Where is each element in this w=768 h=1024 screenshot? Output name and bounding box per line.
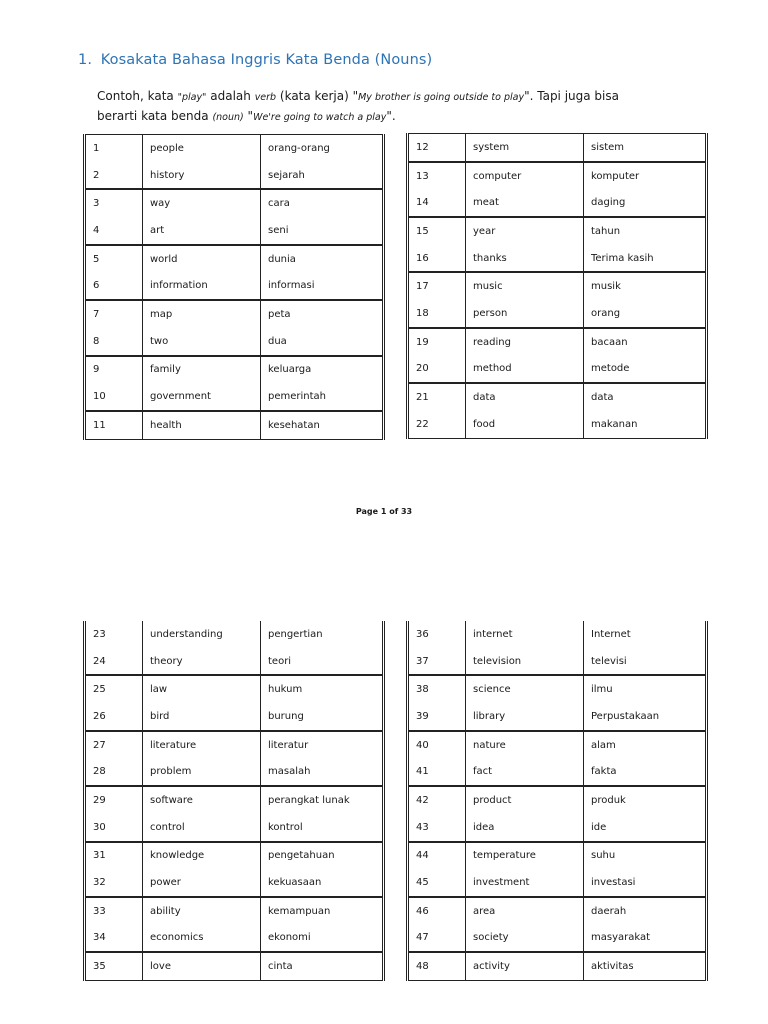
english-word: government [143,383,261,412]
table-row [409,384,705,411]
indonesian-translation: Terima kasih [584,245,705,274]
row-number: 26 [86,703,143,732]
indonesian-translation: alam [591,739,616,751]
table-row [86,814,382,843]
intro-text: (kata kerja) " [276,89,359,103]
table-row [409,621,705,648]
english-word: health [143,412,261,440]
table-row [409,676,705,703]
row-number: 1 [86,134,143,162]
table-row [409,758,705,787]
table-row [86,217,382,246]
table-row [86,328,382,357]
indonesian-translation: cinta [261,953,382,981]
intro-word-verb: verb [254,92,277,103]
table-row [409,245,705,274]
intro-text: adalah [206,89,255,103]
intro-text: Contoh, kata [97,89,178,103]
intro-example-2: We're going to watch a play [253,112,387,123]
indonesian-translation: produk [591,794,626,806]
table-row [409,189,705,218]
indonesian-translation: seni [261,217,382,246]
table-row [86,869,382,898]
row-number: 32 [86,869,143,898]
indonesian-translation: kontrol [261,814,382,843]
row-number: 42 [409,787,466,814]
indonesian-translation: investasi [584,869,705,898]
indonesian-translation: informasi [261,272,382,301]
english-word: power [143,869,261,898]
indonesian-translation: masyarakat [584,925,705,954]
english-word: idea [466,814,584,843]
english-word: control [143,814,261,843]
row-number: 39 [409,703,466,732]
indonesian-translation: kekuasaan [261,869,382,898]
indonesian-translation: kesehatan [261,412,382,440]
indonesian-translation: ide [584,814,705,843]
english-word: art [143,217,261,246]
indonesian-translation: data [591,392,614,404]
table-row [86,134,382,162]
english-word: area [466,898,584,925]
table-row [409,953,705,981]
english-word: temperature [466,843,584,870]
english-word: economics [143,925,261,954]
indonesian-translation: musik [591,281,621,293]
indonesian-translation: ekonomi [261,925,382,954]
indonesian-translation: aktivitas [584,953,705,981]
table-row [409,898,705,925]
table-row [409,356,705,385]
row-number: 16 [409,245,466,274]
row-number: 4 [86,217,143,246]
row-number: 11 [86,412,143,440]
row-number: 28 [86,758,143,787]
indonesian-translation: daging [584,189,705,218]
english-word: food [466,411,584,439]
english-word: fact [466,758,584,787]
indonesian-translation: komputer [591,170,640,182]
row-number: 17 [409,273,466,300]
table-row [409,273,705,300]
english-word: understanding [143,621,261,648]
row-number: 20 [409,356,466,385]
english-word: internet [466,621,584,648]
intro-text: " [243,109,254,123]
table-row [86,732,382,759]
row-number: 18 [409,300,466,329]
row-number: 7 [86,301,143,328]
english-word: person [466,300,584,329]
english-word: love [143,953,261,981]
section-title: Kosakata Bahasa Inggris Kata Benda (Nouns) [100,52,433,68]
indonesian-translation: televisi [584,648,705,677]
table-row [86,190,382,217]
table-row [86,621,382,648]
indonesian-translation: masalah [261,758,382,787]
row-number: 12 [409,133,466,163]
indonesian-translation: pengetahuan [268,850,335,862]
english-word: investment [466,869,584,898]
page-number: Page 1 of 33 [355,507,413,516]
table-row [409,329,705,356]
table-row [409,218,705,245]
row-number: 29 [86,787,143,814]
english-word: data [466,384,584,411]
indonesian-translation: dua [261,328,382,357]
row-number: 6 [86,272,143,301]
row-number: 44 [409,843,466,870]
row-number: 13 [409,163,466,190]
row-number: 36 [409,621,466,648]
row-number: 48 [409,953,466,981]
english-word: problem [143,758,261,787]
english-word: nature [466,732,584,759]
english-word: family [143,357,261,384]
english-word: map [143,301,261,328]
english-word: way [143,190,261,217]
indonesian-translation: hukum [268,684,303,696]
indonesian-translation: sistem [584,133,705,163]
row-number: 27 [86,732,143,759]
english-word: two [143,328,261,357]
indonesian-translation: teori [261,648,382,677]
table-row [409,163,705,190]
section-number: 1. [78,52,93,68]
intro-example-1: My brother is going outside to play [358,92,525,103]
english-word: society [466,925,584,954]
table-row [86,676,382,703]
row-number: 8 [86,328,143,357]
english-word: ability [143,898,261,925]
row-number: 47 [409,925,466,954]
table-row [86,272,382,301]
row-number: 31 [86,843,143,870]
table-row [86,787,382,814]
row-number: 15 [409,218,466,245]
indonesian-translation: Internet [591,628,631,640]
indonesian-translation: orang-orang [261,134,382,162]
english-word: software [143,787,261,814]
english-word: literature [143,732,261,759]
table-row [409,411,705,439]
english-word: method [466,356,584,385]
english-word: people [143,134,261,162]
row-number: 23 [86,621,143,648]
indonesian-translation: dunia [268,253,296,265]
indonesian-translation: ilmu [591,684,613,696]
row-number: 40 [409,732,466,759]
english-word: computer [466,163,584,190]
row-number: 46 [409,898,466,925]
indonesian-translation: keluarga [268,364,312,376]
row-number: 5 [86,246,143,273]
indonesian-translation: tahun [591,225,621,237]
indonesian-translation: peta [268,308,291,320]
row-number: 14 [409,189,466,218]
indonesian-translation: Perpustakaan [584,703,705,732]
intro-word-play: "play" [177,92,207,103]
table-row [86,843,382,870]
english-word: science [466,676,584,703]
indonesian-translation: bacaan [591,336,628,348]
section-heading [78,52,432,68]
indonesian-translation: literatur [268,739,309,751]
row-number: 10 [86,383,143,412]
table-row [409,133,705,163]
intro-paragraph [97,87,657,127]
table-row [86,703,382,732]
table-row [86,162,382,191]
row-number: 19 [409,329,466,356]
row-number: 38 [409,676,466,703]
table-row [409,814,705,843]
vocab-table-4 [406,621,708,981]
row-number: 37 [409,648,466,677]
table-row [409,925,705,954]
table-row [86,953,382,981]
table-row [409,732,705,759]
table-row [86,898,382,925]
indonesian-translation: perangkat lunak [268,794,350,806]
table-row [86,925,382,954]
table-row [86,357,382,384]
intro-word-noun: (noun) [212,112,244,123]
row-number: 41 [409,758,466,787]
indonesian-translation: suhu [591,850,616,862]
english-word: world [143,246,261,273]
intro-text: ". Tapi juga bisa berarti kata benda [97,89,619,123]
table-row [86,758,382,787]
english-word: television [466,648,584,677]
english-word: knowledge [143,843,261,870]
table-row [409,300,705,329]
row-number: 9 [86,357,143,384]
row-number: 35 [86,953,143,981]
table-row [86,301,382,328]
indonesian-translation: orang [584,300,705,329]
row-number: 24 [86,648,143,677]
table-row [409,703,705,732]
table-row [409,787,705,814]
row-number: 30 [86,814,143,843]
row-number: 3 [86,190,143,217]
indonesian-translation: fakta [584,758,705,787]
row-number: 45 [409,869,466,898]
indonesian-translation: metode [584,356,705,385]
english-word: history [143,162,261,191]
english-word: bird [143,703,261,732]
english-word: system [466,133,584,163]
vocab-table-2 [406,133,708,439]
vocab-table-1 [83,134,385,440]
intro-text: ". [386,109,396,123]
english-word: reading [466,329,584,356]
english-word: year [466,218,584,245]
table-row [86,246,382,273]
english-word: information [143,272,261,301]
english-word: theory [143,648,261,677]
table-row [86,383,382,412]
english-word: thanks [466,245,584,274]
row-number: 25 [86,676,143,703]
english-word: library [466,703,584,732]
english-word: law [143,676,261,703]
indonesian-translation: pemerintah [261,383,382,412]
row-number: 33 [86,898,143,925]
english-word: product [466,787,584,814]
english-word: activity [466,953,584,981]
table-row [409,843,705,870]
row-number: 21 [409,384,466,411]
indonesian-translation: daerah [591,905,627,917]
indonesian-translation: cara [268,198,290,210]
indonesian-translation: makanan [584,411,705,439]
indonesian-translation: sejarah [261,162,382,191]
row-number: 2 [86,162,143,191]
table-row [409,648,705,677]
english-word: meat [466,189,584,218]
indonesian-translation: kemampuan [268,905,331,917]
english-word: music [466,273,584,300]
row-number: 34 [86,925,143,954]
row-number: 22 [409,411,466,439]
indonesian-translation: burung [261,703,382,732]
row-number: 43 [409,814,466,843]
vocab-table-3 [83,621,385,981]
table-row [86,412,382,440]
table-row [86,648,382,677]
indonesian-translation: pengertian [268,628,323,640]
table-row [409,869,705,898]
